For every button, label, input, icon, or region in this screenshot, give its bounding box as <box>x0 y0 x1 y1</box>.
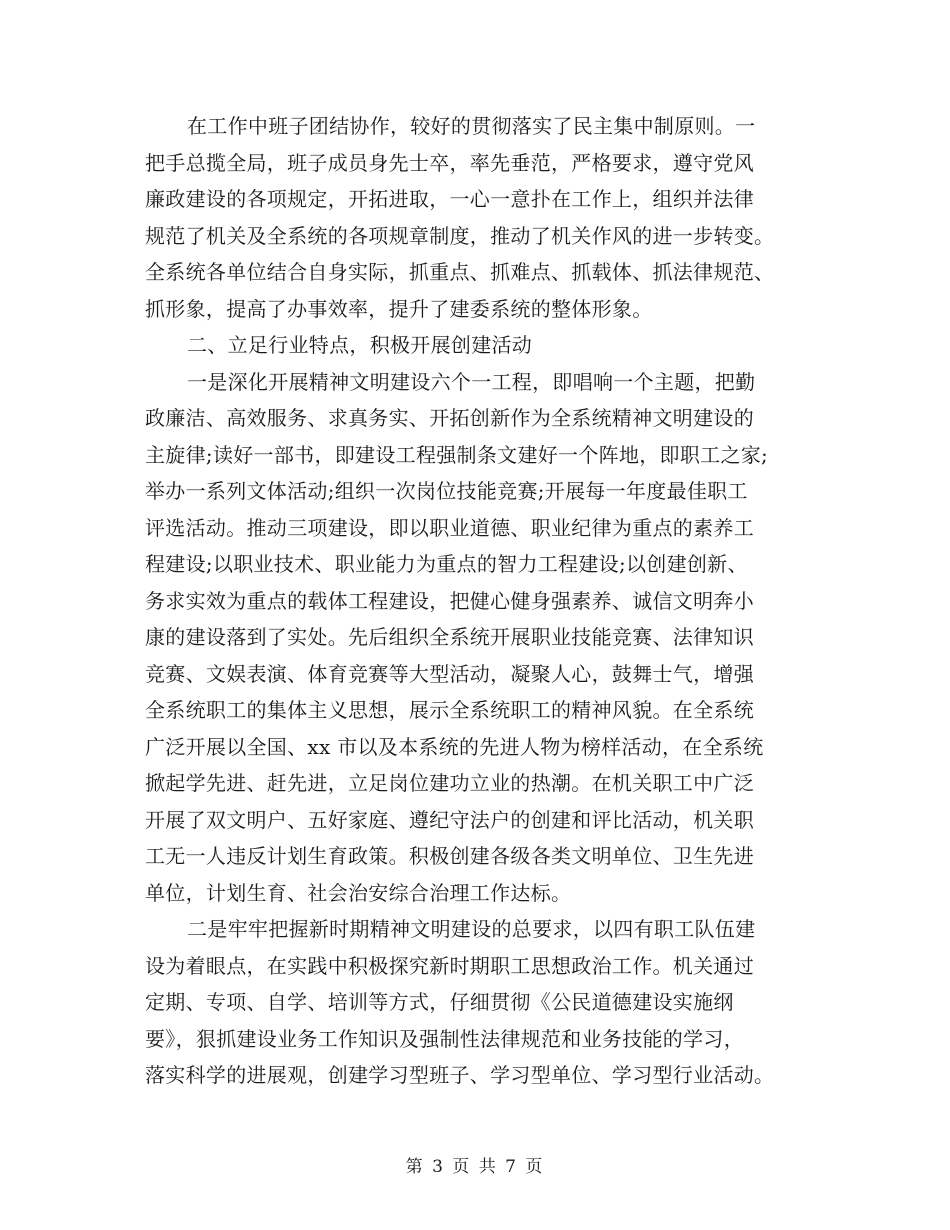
paragraph-line: 政廉洁、高效服务、求真务实、开拓创新作为全系统精神文明建设的 <box>145 406 754 430</box>
paragraph-line: 一是深化开展精神文明建设六个一工程，即唱响一个主题，把勤 <box>187 369 756 394</box>
page-number-footer: 第 3 页 共 7 页 <box>405 1157 545 1177</box>
paragraph-line: 主旋律;读好一部书，即建设工程强制条文建好一个阵地，即职工之家; <box>145 442 769 467</box>
paragraph-line: 设为着眼点，在实践中积极探究新时期职工思想政治工作。机关通过 <box>145 953 754 978</box>
paragraph-line: 全系统各单位结合自身实际，抓重点、抓难点、抓载体、抓法律规范、 <box>145 260 775 284</box>
paragraph-line: 二是牢牢把握新时期精神文明建设的总要求，以四有职工队伍建 <box>187 917 756 941</box>
paragraph-line: 竞赛、文娱表演、体育竞赛等大型活动，凝聚人心，鼓舞士气，增强 <box>145 661 754 686</box>
paragraph-line: 举办一系列文体活动;组织一次岗位技能竞赛;开展每一年度最佳职工 <box>145 479 748 503</box>
paragraph-line: 工无一人违反计划生育政策。积极创建各级各类文明单位、卫生先进 <box>145 844 754 868</box>
paragraph-line: 廉政建设的各项规定，开拓进取，一心一意扑在工作上，组织并法律 <box>145 187 754 211</box>
paragraph-line: 定期、专项、自学、培训等方式，仔细贯彻《公民道德建设实施纲 <box>145 990 734 1014</box>
paragraph-line: 掀起学先进、赶先进，立足岗位建功立业的热潮。在机关职工中广泛 <box>145 771 754 795</box>
paragraph-line: 落实科学的进展观，创建学习型班子、学习型单位、学习型行业活动。 <box>145 1063 775 1087</box>
paragraph-line: 把手总揽全局，班子成员身先士卒，率先垂范，严格要求，遵守党风 <box>145 150 754 175</box>
document-body <box>145 108 817 1094</box>
paragraph-line: 在工作中班子团结协作，较好的贯彻落实了民主集中制原则。一 <box>187 114 756 138</box>
paragraph-line: 单位，计划生育、社会治安综合治理工作达标。 <box>145 880 572 905</box>
paragraph-line: 康的建设落到了实处。先后组织全系统开展职业技能竞赛、法律知识 <box>145 625 754 649</box>
paragraph-line: 务求实效为重点的载体工程建设，把健心健身强素养、诚信文明奔小 <box>145 588 754 613</box>
paragraph-line: 评选活动。推动三项建设，即以职业道德、职业纪律为重点的素养工 <box>145 515 754 540</box>
paragraph-line: 要》，狠抓建设业务工作知识及强制性法律规范和业务技能的学习， <box>145 1026 744 1051</box>
paragraph-line: 规范了机关及全系统的各项规章制度，推动了机关作风的进一步转变。 <box>145 223 775 248</box>
section-heading: 二、立足行业特点，积极开展创建活动 <box>187 333 533 357</box>
paragraph-line: 全系统职工的集体主义思想，展示全系统职工的精神风貌。在全系统 <box>145 698 754 722</box>
paragraph-line: 程建设;以职业技术、职业能力为重点的智力工程建设;以创建创新、 <box>145 552 748 576</box>
paragraph-line: 开展了双文明户、五好家庭、遵纪守法户的创建和评比活动，机关职 <box>145 807 754 832</box>
paragraph-line: 抓形象，提高了办事效率，提升了建委系统的整体形象。 <box>145 296 653 321</box>
paragraph-line: 广泛开展以全国、xx 市以及本系统的先进人物为榜样活动，在全系统 <box>145 734 764 759</box>
